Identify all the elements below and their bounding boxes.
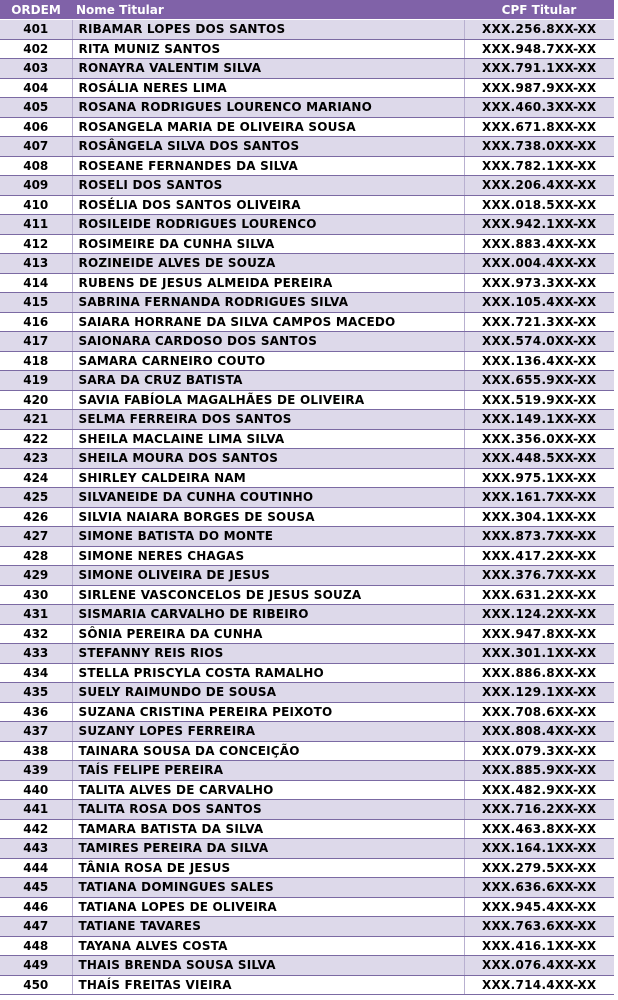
cell-nome-titular: STEFANNY REIS RIOS	[72, 644, 464, 664]
cell-nome-titular: SAIONARA CARDOSO DOS SANTOS	[72, 332, 464, 352]
cell-ordem: 441	[0, 800, 72, 820]
cell-ordem: 447	[0, 917, 72, 937]
table-row	[0, 507, 614, 527]
cell-nome-titular: TAINARA SOUSA DA CONCEIÇÃO	[72, 741, 464, 761]
cell-cpf-titular: XXX.279.5XX-XX	[464, 858, 614, 878]
cell-cpf-titular: XXX.738.0XX-XX	[464, 137, 614, 157]
cell-cpf-titular: XXX.987.9XX-XX	[464, 78, 614, 98]
cell-cpf-titular: XXX.105.4XX-XX	[464, 293, 614, 313]
table-row	[0, 410, 614, 430]
table-row	[0, 39, 614, 59]
table-row	[0, 683, 614, 703]
cell-ordem: 449	[0, 956, 72, 976]
cell-cpf-titular: XXX.883.4XX-XX	[464, 234, 614, 254]
table-row	[0, 839, 614, 859]
table-row	[0, 332, 614, 352]
cell-nome-titular: ROZINEIDE ALVES DE SOUZA	[72, 254, 464, 274]
cell-ordem: 402	[0, 39, 72, 59]
table-row	[0, 312, 614, 332]
cell-nome-titular: SILVIA NAIARA BORGES DE SOUSA	[72, 507, 464, 527]
cell-ordem: 425	[0, 488, 72, 508]
cell-nome-titular: SAIARA HORRANE DA SILVA CAMPOS MACEDO	[72, 312, 464, 332]
cell-cpf-titular: XXX.301.1XX-XX	[464, 644, 614, 664]
table-row	[0, 293, 614, 313]
table-row	[0, 585, 614, 605]
cell-nome-titular: TATIANA DOMINGUES SALES	[72, 878, 464, 898]
cell-cpf-titular: XXX.721.3XX-XX	[464, 312, 614, 332]
cell-cpf-titular: XXX.149.1XX-XX	[464, 410, 614, 430]
cell-cpf-titular: XXX.482.9XX-XX	[464, 780, 614, 800]
cell-ordem: 434	[0, 663, 72, 683]
table-row	[0, 722, 614, 742]
cell-cpf-titular: XXX.873.7XX-XX	[464, 527, 614, 547]
header-ordem: ORDEM	[0, 0, 72, 20]
cell-cpf-titular: XXX.256.8XX-XX	[464, 20, 614, 40]
cell-nome-titular: ROSELI DOS SANTOS	[72, 176, 464, 196]
cell-ordem: 444	[0, 858, 72, 878]
table-row	[0, 546, 614, 566]
cell-nome-titular: SARA DA CRUZ BATISTA	[72, 371, 464, 391]
cell-cpf-titular: XXX.463.8XX-XX	[464, 819, 614, 839]
cell-ordem: 440	[0, 780, 72, 800]
cell-ordem: 414	[0, 273, 72, 293]
cell-nome-titular: ROSÁLIA NERES LIMA	[72, 78, 464, 98]
cell-cpf-titular: XXX.129.1XX-XX	[464, 683, 614, 703]
cell-ordem: 419	[0, 371, 72, 391]
cell-cpf-titular: XXX.655.9XX-XX	[464, 371, 614, 391]
cell-cpf-titular: XXX.763.6XX-XX	[464, 917, 614, 937]
table-row	[0, 897, 614, 917]
table-row	[0, 800, 614, 820]
cell-ordem: 413	[0, 254, 72, 274]
table-row	[0, 566, 614, 586]
cell-ordem: 424	[0, 468, 72, 488]
cell-cpf-titular: XXX.886.8XX-XX	[464, 663, 614, 683]
cell-cpf-titular: XXX.942.1XX-XX	[464, 215, 614, 235]
cell-cpf-titular: XXX.885.9XX-XX	[464, 761, 614, 781]
table-row	[0, 644, 614, 664]
cell-cpf-titular: XXX.417.2XX-XX	[464, 546, 614, 566]
cell-cpf-titular: XXX.136.4XX-XX	[464, 351, 614, 371]
cell-ordem: 421	[0, 410, 72, 430]
cell-ordem: 436	[0, 702, 72, 722]
header-nome-titular: Nome Titular	[72, 0, 464, 20]
cell-nome-titular: ROSÂNGELA SILVA DOS SANTOS	[72, 137, 464, 157]
cell-nome-titular: SAVIA FABÍOLA MAGALHÃES DE OLIVEIRA	[72, 390, 464, 410]
cell-cpf-titular: XXX.356.0XX-XX	[464, 429, 614, 449]
cell-cpf-titular: XXX.574.0XX-XX	[464, 332, 614, 352]
cell-nome-titular: TAMARA BATISTA DA SILVA	[72, 819, 464, 839]
cell-cpf-titular: XXX.448.5XX-XX	[464, 449, 614, 469]
cell-cpf-titular: XXX.671.8XX-XX	[464, 117, 614, 137]
cell-nome-titular: SISMARIA CARVALHO DE RIBEIRO	[72, 605, 464, 625]
header-cpf-titular: CPF Titular	[464, 0, 614, 20]
cell-nome-titular: THAÍS FREITAS VIEIRA	[72, 975, 464, 995]
cell-nome-titular: SABRINA FERNANDA RODRIGUES SILVA	[72, 293, 464, 313]
table-row	[0, 917, 614, 937]
cell-nome-titular: SUELY RAIMUNDO DE SOUSA	[72, 683, 464, 703]
cell-nome-titular: ROSANA RODRIGUES LOURENCO MARIANO	[72, 98, 464, 118]
cell-cpf-titular: XXX.079.3XX-XX	[464, 741, 614, 761]
cell-cpf-titular: XXX.716.2XX-XX	[464, 800, 614, 820]
table-row	[0, 117, 614, 137]
cell-cpf-titular: XXX.791.1XX-XX	[464, 59, 614, 79]
cell-nome-titular: TAMIRES PEREIRA DA SILVA	[72, 839, 464, 859]
table-row	[0, 449, 614, 469]
cell-ordem: 433	[0, 644, 72, 664]
cell-cpf-titular: XXX.631.2XX-XX	[464, 585, 614, 605]
cell-nome-titular: SUZANA CRISTINA PEREIRA PEIXOTO	[72, 702, 464, 722]
cell-ordem: 401	[0, 20, 72, 40]
cell-nome-titular: TAÍS FELIPE PEREIRA	[72, 761, 464, 781]
cell-ordem: 420	[0, 390, 72, 410]
cell-ordem: 404	[0, 78, 72, 98]
cell-ordem: 442	[0, 819, 72, 839]
cell-ordem: 411	[0, 215, 72, 235]
cell-nome-titular: SIMONE NERES CHAGAS	[72, 546, 464, 566]
table-row	[0, 936, 614, 956]
cell-ordem: 415	[0, 293, 72, 313]
cell-ordem: 408	[0, 156, 72, 176]
cell-nome-titular: SIMONE BATISTA DO MONTE	[72, 527, 464, 547]
cell-ordem: 450	[0, 975, 72, 995]
table-row	[0, 761, 614, 781]
cell-nome-titular: SHEILA MACLAINE LIMA SILVA	[72, 429, 464, 449]
table-row	[0, 975, 614, 995]
cell-nome-titular: TALITA ALVES DE CARVALHO	[72, 780, 464, 800]
cell-cpf-titular: XXX.076.4XX-XX	[464, 956, 614, 976]
cell-cpf-titular: XXX.973.3XX-XX	[464, 273, 614, 293]
cell-cpf-titular: XXX.018.5XX-XX	[464, 195, 614, 215]
cell-ordem: 446	[0, 897, 72, 917]
header-row	[0, 0, 614, 20]
cell-nome-titular: ROSEANE FERNANDES DA SILVA	[72, 156, 464, 176]
cell-cpf-titular: XXX.708.6XX-XX	[464, 702, 614, 722]
table-row	[0, 878, 614, 898]
table-header	[0, 0, 614, 20]
table-row	[0, 176, 614, 196]
table-row	[0, 663, 614, 683]
cell-ordem: 437	[0, 722, 72, 742]
cell-nome-titular: SUZANY LOPES FERREIRA	[72, 722, 464, 742]
cell-nome-titular: THAIS BRENDA SOUSA SILVA	[72, 956, 464, 976]
cell-nome-titular: ROSANGELA MARIA DE OLIVEIRA SOUSA	[72, 117, 464, 137]
table-row	[0, 429, 614, 449]
table-row	[0, 254, 614, 274]
cell-ordem: 430	[0, 585, 72, 605]
table-body	[0, 20, 614, 995]
cell-ordem: 403	[0, 59, 72, 79]
cell-nome-titular: TATIANA LOPES DE OLIVEIRA	[72, 897, 464, 917]
cell-ordem: 429	[0, 566, 72, 586]
cell-cpf-titular: XXX.124.2XX-XX	[464, 605, 614, 625]
table-row	[0, 741, 614, 761]
table-row	[0, 137, 614, 157]
cell-nome-titular: SILVANEIDE DA CUNHA COUTINHO	[72, 488, 464, 508]
table-row	[0, 156, 614, 176]
cell-ordem: 412	[0, 234, 72, 254]
cell-cpf-titular: XXX.975.1XX-XX	[464, 468, 614, 488]
table-row	[0, 956, 614, 976]
cell-cpf-titular: XXX.636.6XX-XX	[464, 878, 614, 898]
cell-ordem: 432	[0, 624, 72, 644]
cell-ordem: 416	[0, 312, 72, 332]
cell-nome-titular: RONAYRA VALENTIM SILVA	[72, 59, 464, 79]
cell-nome-titular: SÔNIA PEREIRA DA CUNHA	[72, 624, 464, 644]
cell-nome-titular: SHIRLEY CALDEIRA NAM	[72, 468, 464, 488]
table-row	[0, 702, 614, 722]
table-row	[0, 624, 614, 644]
table-row	[0, 215, 614, 235]
table-row	[0, 858, 614, 878]
cell-nome-titular: ROSIMEIRE DA CUNHA SILVA	[72, 234, 464, 254]
cell-nome-titular: SHEILA MOURA DOS SANTOS	[72, 449, 464, 469]
cell-cpf-titular: XXX.304.1XX-XX	[464, 507, 614, 527]
table-row	[0, 390, 614, 410]
cell-ordem: 427	[0, 527, 72, 547]
table-row	[0, 780, 614, 800]
table-row	[0, 195, 614, 215]
cell-cpf-titular: XXX.161.7XX-XX	[464, 488, 614, 508]
cell-nome-titular: TATIANE TAVARES	[72, 917, 464, 937]
cell-nome-titular: ROSÉLIA DOS SANTOS OLIVEIRA	[72, 195, 464, 215]
table-row	[0, 59, 614, 79]
cell-nome-titular: TAYANA ALVES COSTA	[72, 936, 464, 956]
table-row	[0, 527, 614, 547]
cell-cpf-titular: XXX.206.4XX-XX	[464, 176, 614, 196]
cell-nome-titular: RITA MUNIZ SANTOS	[72, 39, 464, 59]
table-row	[0, 371, 614, 391]
table-row	[0, 351, 614, 371]
cell-ordem: 423	[0, 449, 72, 469]
cell-nome-titular: SIMONE OLIVEIRA DE JESUS	[72, 566, 464, 586]
cell-nome-titular: SIRLENE VASCONCELOS DE JESUS SOUZA	[72, 585, 464, 605]
table-row	[0, 78, 614, 98]
cell-nome-titular: SAMARA CARNEIRO COUTO	[72, 351, 464, 371]
cell-cpf-titular: XXX.164.1XX-XX	[464, 839, 614, 859]
cell-nome-titular: RUBENS DE JESUS ALMEIDA PEREIRA	[72, 273, 464, 293]
table-row	[0, 605, 614, 625]
cell-ordem: 443	[0, 839, 72, 859]
cell-nome-titular: TALITA ROSA DOS SANTOS	[72, 800, 464, 820]
cell-ordem: 435	[0, 683, 72, 703]
cell-cpf-titular: XXX.947.8XX-XX	[464, 624, 614, 644]
cell-cpf-titular: XXX.416.1XX-XX	[464, 936, 614, 956]
cell-nome-titular: ROSILEIDE RODRIGUES LOURENCO	[72, 215, 464, 235]
cell-cpf-titular: XXX.948.7XX-XX	[464, 39, 614, 59]
cell-cpf-titular: XXX.808.4XX-XX	[464, 722, 614, 742]
cell-ordem: 428	[0, 546, 72, 566]
cell-nome-titular: SELMA FERREIRA DOS SANTOS	[72, 410, 464, 430]
cell-ordem: 439	[0, 761, 72, 781]
cell-nome-titular: STELLA PRISCYLA COSTA RAMALHO	[72, 663, 464, 683]
cell-ordem: 422	[0, 429, 72, 449]
cell-ordem: 417	[0, 332, 72, 352]
cell-nome-titular: RIBAMAR LOPES DOS SANTOS	[72, 20, 464, 40]
table-row	[0, 234, 614, 254]
cell-nome-titular: TÂNIA ROSA DE JESUS	[72, 858, 464, 878]
table-row	[0, 468, 614, 488]
table-row	[0, 488, 614, 508]
cell-cpf-titular: XXX.376.7XX-XX	[464, 566, 614, 586]
cell-cpf-titular: XXX.782.1XX-XX	[464, 156, 614, 176]
cell-cpf-titular: XXX.460.3XX-XX	[464, 98, 614, 118]
cell-ordem: 406	[0, 117, 72, 137]
cell-ordem: 407	[0, 137, 72, 157]
cell-ordem: 426	[0, 507, 72, 527]
cell-ordem: 409	[0, 176, 72, 196]
cell-ordem: 410	[0, 195, 72, 215]
cell-ordem: 418	[0, 351, 72, 371]
cell-ordem: 448	[0, 936, 72, 956]
cell-cpf-titular: XXX.519.9XX-XX	[464, 390, 614, 410]
table-row	[0, 98, 614, 118]
cell-cpf-titular: XXX.004.4XX-XX	[464, 254, 614, 274]
cell-ordem: 445	[0, 878, 72, 898]
cell-ordem: 431	[0, 605, 72, 625]
cell-cpf-titular: XXX.714.4XX-XX	[464, 975, 614, 995]
cell-cpf-titular: XXX.945.4XX-XX	[464, 897, 614, 917]
cell-ordem: 405	[0, 98, 72, 118]
cell-ordem: 438	[0, 741, 72, 761]
table-row	[0, 819, 614, 839]
table-row	[0, 20, 614, 40]
table-row	[0, 273, 614, 293]
